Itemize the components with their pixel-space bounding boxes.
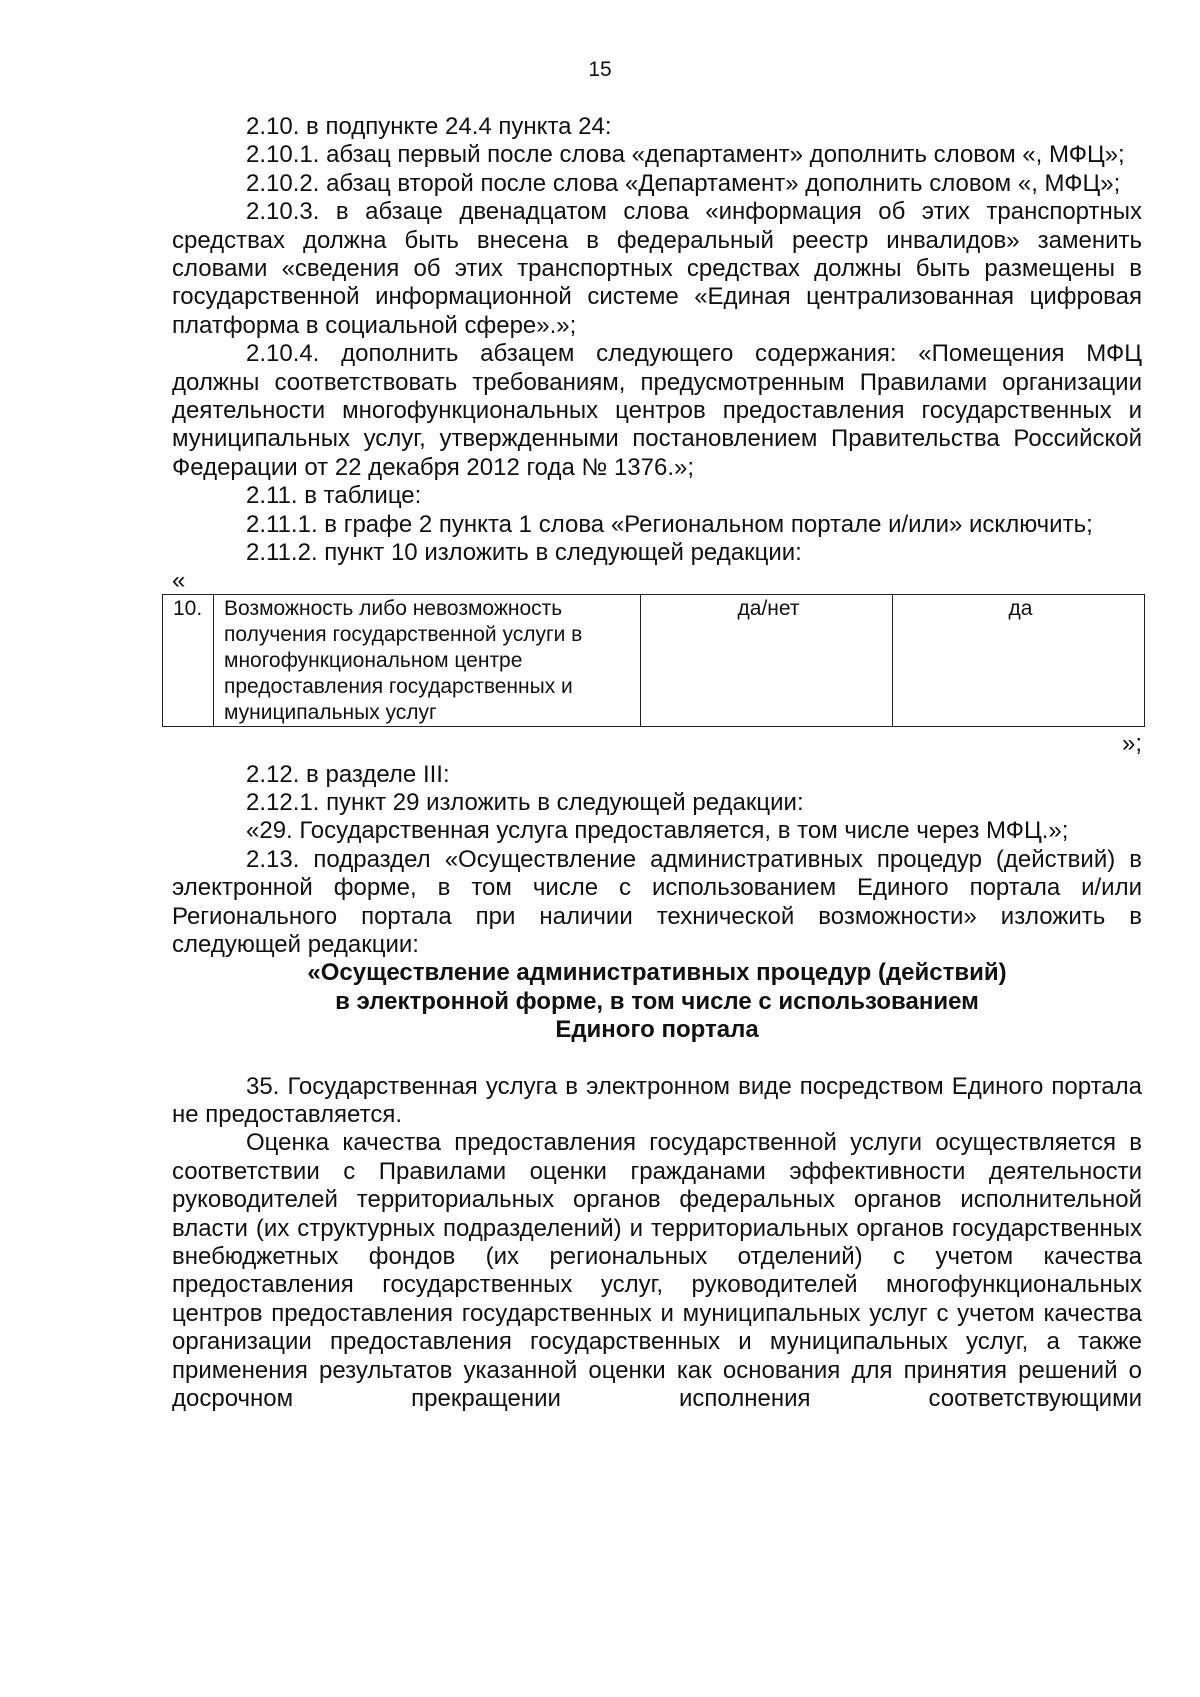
paragraph-2-10-3: 2.10.3. в абзаце двенадцатом слова «информация об этих транспортных средствах должна быть внесена в федеральный реестр инвалидов» заменить словами «сведения об этих транспортных средствах должны быть размещены в государственной информационной системе «Единая централизованная цифровая платформа в социальной сфере».»; [172, 198, 1142, 339]
quote-open-mark: « [172, 566, 186, 594]
paragraph-2-11-2: 2.11.2. пункт 10 изложить в следующей редакции: [246, 539, 802, 567]
paragraph-item-29: «29. Государственная услуга предоставляется, в том числе через МФЦ.»; [246, 817, 1069, 845]
table-cell-description: Возможность либо невозможность получения государственной услуги в многофункциональном центре предоставления государственных и муниципальных услуг [214, 594, 641, 726]
paragraph-2-11-1: 2.11.1. в графе 2 пункта 1 слова «Региональном портале и/или» исключить; [246, 510, 1093, 538]
heading-line: Единого портала [555, 1016, 759, 1044]
table-cell-unit: да/нет [641, 594, 893, 726]
page-number: 15 [588, 58, 612, 81]
table-row [163, 594, 1145, 726]
quote-close-mark: »; [1121, 729, 1142, 757]
heading-line: в электронной форме, в том числе с использованием [335, 987, 979, 1015]
paragraph-2-10: 2.10. в подпункте 24.4 пункта 24: [246, 113, 612, 140]
heading-line: «Осуществление административных процедур (действий) [307, 959, 1007, 987]
paragraph-2-12-1: 2.12.1. пункт 29 изложить в следующей редакции: [246, 788, 804, 816]
section-heading [172, 959, 1142, 1044]
paragraph-2-12: 2.12. в разделе III: [246, 760, 450, 788]
paragraph-item-35: 35. Государственная услуга в электронном виде посредством Единого портала не предоставляется. [172, 1072, 1142, 1128]
paragraph-2-10-4: 2.10.4. дополнить абзацем следующего содержания: «Помещения МФЦ должны соответствовать требованиям, предусмотренным Правилами организации деятельности многофункциональных центров предоставления государственных и муниципальных услуг, утвержденными постановлением Правительства Российской Федерации от 22 декабря 2012 года № 1376.»; [172, 340, 1142, 481]
paragraph-2-10-2: 2.10.2. абзац второй после слова «Департамент» дополнить словом «, МФЦ»; [246, 169, 1121, 197]
table-cell-value: да [893, 594, 1145, 726]
paragraph-2-10-1: 2.10.1. абзац первый после слова «департамент» дополнить словом «, МФЦ»; [246, 141, 1125, 169]
paragraph-quality-assessment: Оценка качества предоставления государственной услуги осуществляется в соответствии с Правилами оценки гражданами эффективности деятельности руководителей территориальных органов федеральных органов исполнительной власти (их структурных подразделений) и территориальных органов государственных внебюджетных фондов (их региональных отделений) с учетом качества предоставления государственных услуг, руководителей многофункциональных центров предоставления государственных и муниципальных услуг с учетом качества организации предоставления государственных и муниципальных услуг, а также применения результатов указанной оценки как основания для принятия решений о досрочном прекращении исполнения соответствующими [172, 1129, 1142, 1413]
table-cell-number: 10. [163, 594, 214, 726]
paragraph-2-13: 2.13. подраздел «Осуществление административных процедур (действий) в электронной форме, в том числе с использованием Единого портала и/или Регионального портала при наличии технической возможности» изложить в следующей редакции: [172, 845, 1142, 958]
amendment-table [162, 594, 1145, 727]
paragraph-2-11: 2.11. в таблице: [246, 482, 422, 510]
document-body [172, 113, 1142, 1413]
